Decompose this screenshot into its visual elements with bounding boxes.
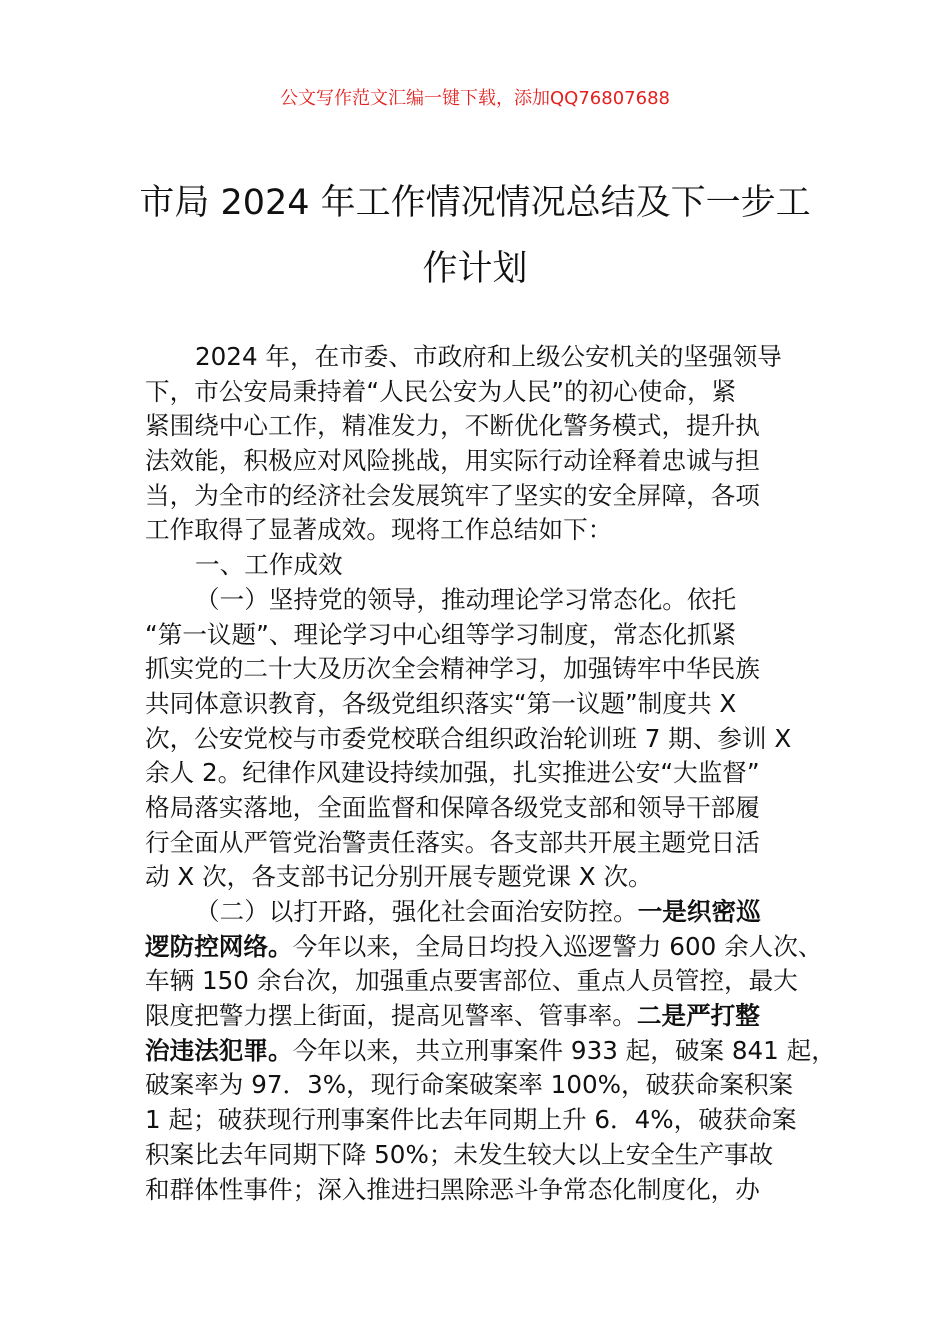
paragraph-line bbox=[145, 964, 905, 999]
bold-heading-text: 一是织密巡 bbox=[637, 897, 761, 926]
paragraph-line bbox=[145, 1034, 905, 1069]
line-text: 今年以来，共立刑事案件 933 起，破案 841 起， bbox=[292, 1035, 836, 1065]
document-title bbox=[40, 170, 910, 302]
bold-heading-text: 治违法犯罪。 bbox=[145, 1035, 293, 1065]
line-text: 一、工作成效 bbox=[195, 550, 343, 580]
paragraph-line bbox=[145, 999, 905, 1034]
line-text: 下，市公安局秉持着“人民公安为人民”的初心使命，紧 bbox=[145, 376, 737, 406]
line-text: 动 X 次，各支部书记分别开展专题党课 X 次。 bbox=[145, 862, 653, 892]
document-body bbox=[145, 340, 905, 1207]
line-text: 积案比去年同期下降 50%；未发生较大以上安全生产事故 bbox=[145, 1139, 774, 1169]
line-text: 限度把警力摆上街面，提高见警率、管事率。 bbox=[145, 1001, 637, 1031]
paragraph-line bbox=[145, 548, 905, 583]
line-text: 余人 2。纪律作风建设持续加强，扎实推进公安“大监督” bbox=[145, 758, 760, 788]
line-text: 1 起；破获现行刑事案件比去年同期上升 6．4%，破获命案 bbox=[145, 1105, 797, 1135]
line-text: 和群体性事件；深入推进扫黑除恶斗争常态化制度化，办 bbox=[145, 1174, 760, 1204]
line-text: 共同体意识教育，各级党组织落实“第一议题”制度共 X bbox=[145, 688, 737, 718]
line-text: 今年以来，全局日均投入巡逻警力 600 余人次、 bbox=[292, 931, 823, 961]
paragraph-line bbox=[145, 444, 905, 479]
bold-heading-text: 逻防控网络。 bbox=[145, 931, 293, 961]
paragraph-line bbox=[145, 826, 905, 861]
paragraph-line bbox=[145, 687, 905, 722]
line-text: “第一议题”、理论学习中心组等学习制度，常态化抓紧 bbox=[145, 619, 737, 649]
line-text: 破案率为 97．3%，现行命案破案率 100%，破获命案积案 bbox=[145, 1070, 794, 1100]
paragraph-line bbox=[145, 756, 905, 791]
line-text: 2024 年，在市委、市政府和上级公安机关的坚强领导 bbox=[195, 342, 782, 371]
paragraph-line bbox=[145, 583, 905, 618]
paragraph-line bbox=[145, 375, 905, 410]
line-text: 车辆 150 余台次，加强重点要害部位、重点人员管控，最大 bbox=[145, 966, 798, 996]
title-line: 作计划 bbox=[422, 249, 528, 289]
line-text: 抓实党的二十大及历次全会精神学习，加强铸牢中华民族 bbox=[145, 654, 760, 684]
line-text: 次，公安党校与市委党校联合组织政治轮训班 7 期、参训 X bbox=[145, 723, 792, 753]
paragraph-line bbox=[145, 722, 905, 757]
bold-heading-text: 二是严打整 bbox=[636, 1001, 760, 1031]
paragraph-line bbox=[145, 1068, 905, 1103]
paragraph-line bbox=[145, 860, 905, 895]
paragraph-line bbox=[145, 895, 905, 930]
line-text: 工作取得了显著成效。现将工作总结如下： bbox=[145, 515, 613, 545]
paragraph-line bbox=[145, 930, 905, 965]
title-line: 市局 2024 年工作情况情况总结及下一步工 bbox=[139, 183, 811, 223]
line-text: （二）以打开路，强化社会面治安防控。 bbox=[195, 897, 638, 926]
paragraph-line bbox=[145, 479, 905, 514]
paragraph-line bbox=[145, 652, 905, 687]
line-text: 当，为全市的经济社会发展筑牢了坚实的安全屏障，各项 bbox=[145, 480, 760, 510]
download-promo-header: 公文写作范文汇编一键下载，添加QQ76807688 bbox=[280, 88, 670, 109]
paragraph-line bbox=[145, 618, 905, 653]
line-text: （一）坚持党的领导，推动理论学习常态化。依托 bbox=[195, 584, 737, 614]
paragraph-line bbox=[145, 1103, 905, 1138]
paragraph-line bbox=[145, 513, 905, 548]
paragraph-line bbox=[145, 791, 905, 826]
paragraph-line bbox=[145, 340, 905, 375]
line-text: 紧围绕中心工作，精准发力，不断优化警务模式，提升执 bbox=[145, 411, 760, 441]
line-text: 格局落实落地，全面监督和保障各级党支部和领导干部履 bbox=[145, 792, 760, 822]
paragraph-line bbox=[145, 1138, 905, 1173]
paragraph-line bbox=[145, 409, 905, 444]
line-text: 法效能，积极应对风险挑战，用实际行动诠释着忠诚与担 bbox=[145, 446, 760, 476]
paragraph-line bbox=[145, 1173, 905, 1208]
line-text: 行全面从严管党治警责任落实。各支部共开展主题党日活 bbox=[145, 827, 760, 857]
